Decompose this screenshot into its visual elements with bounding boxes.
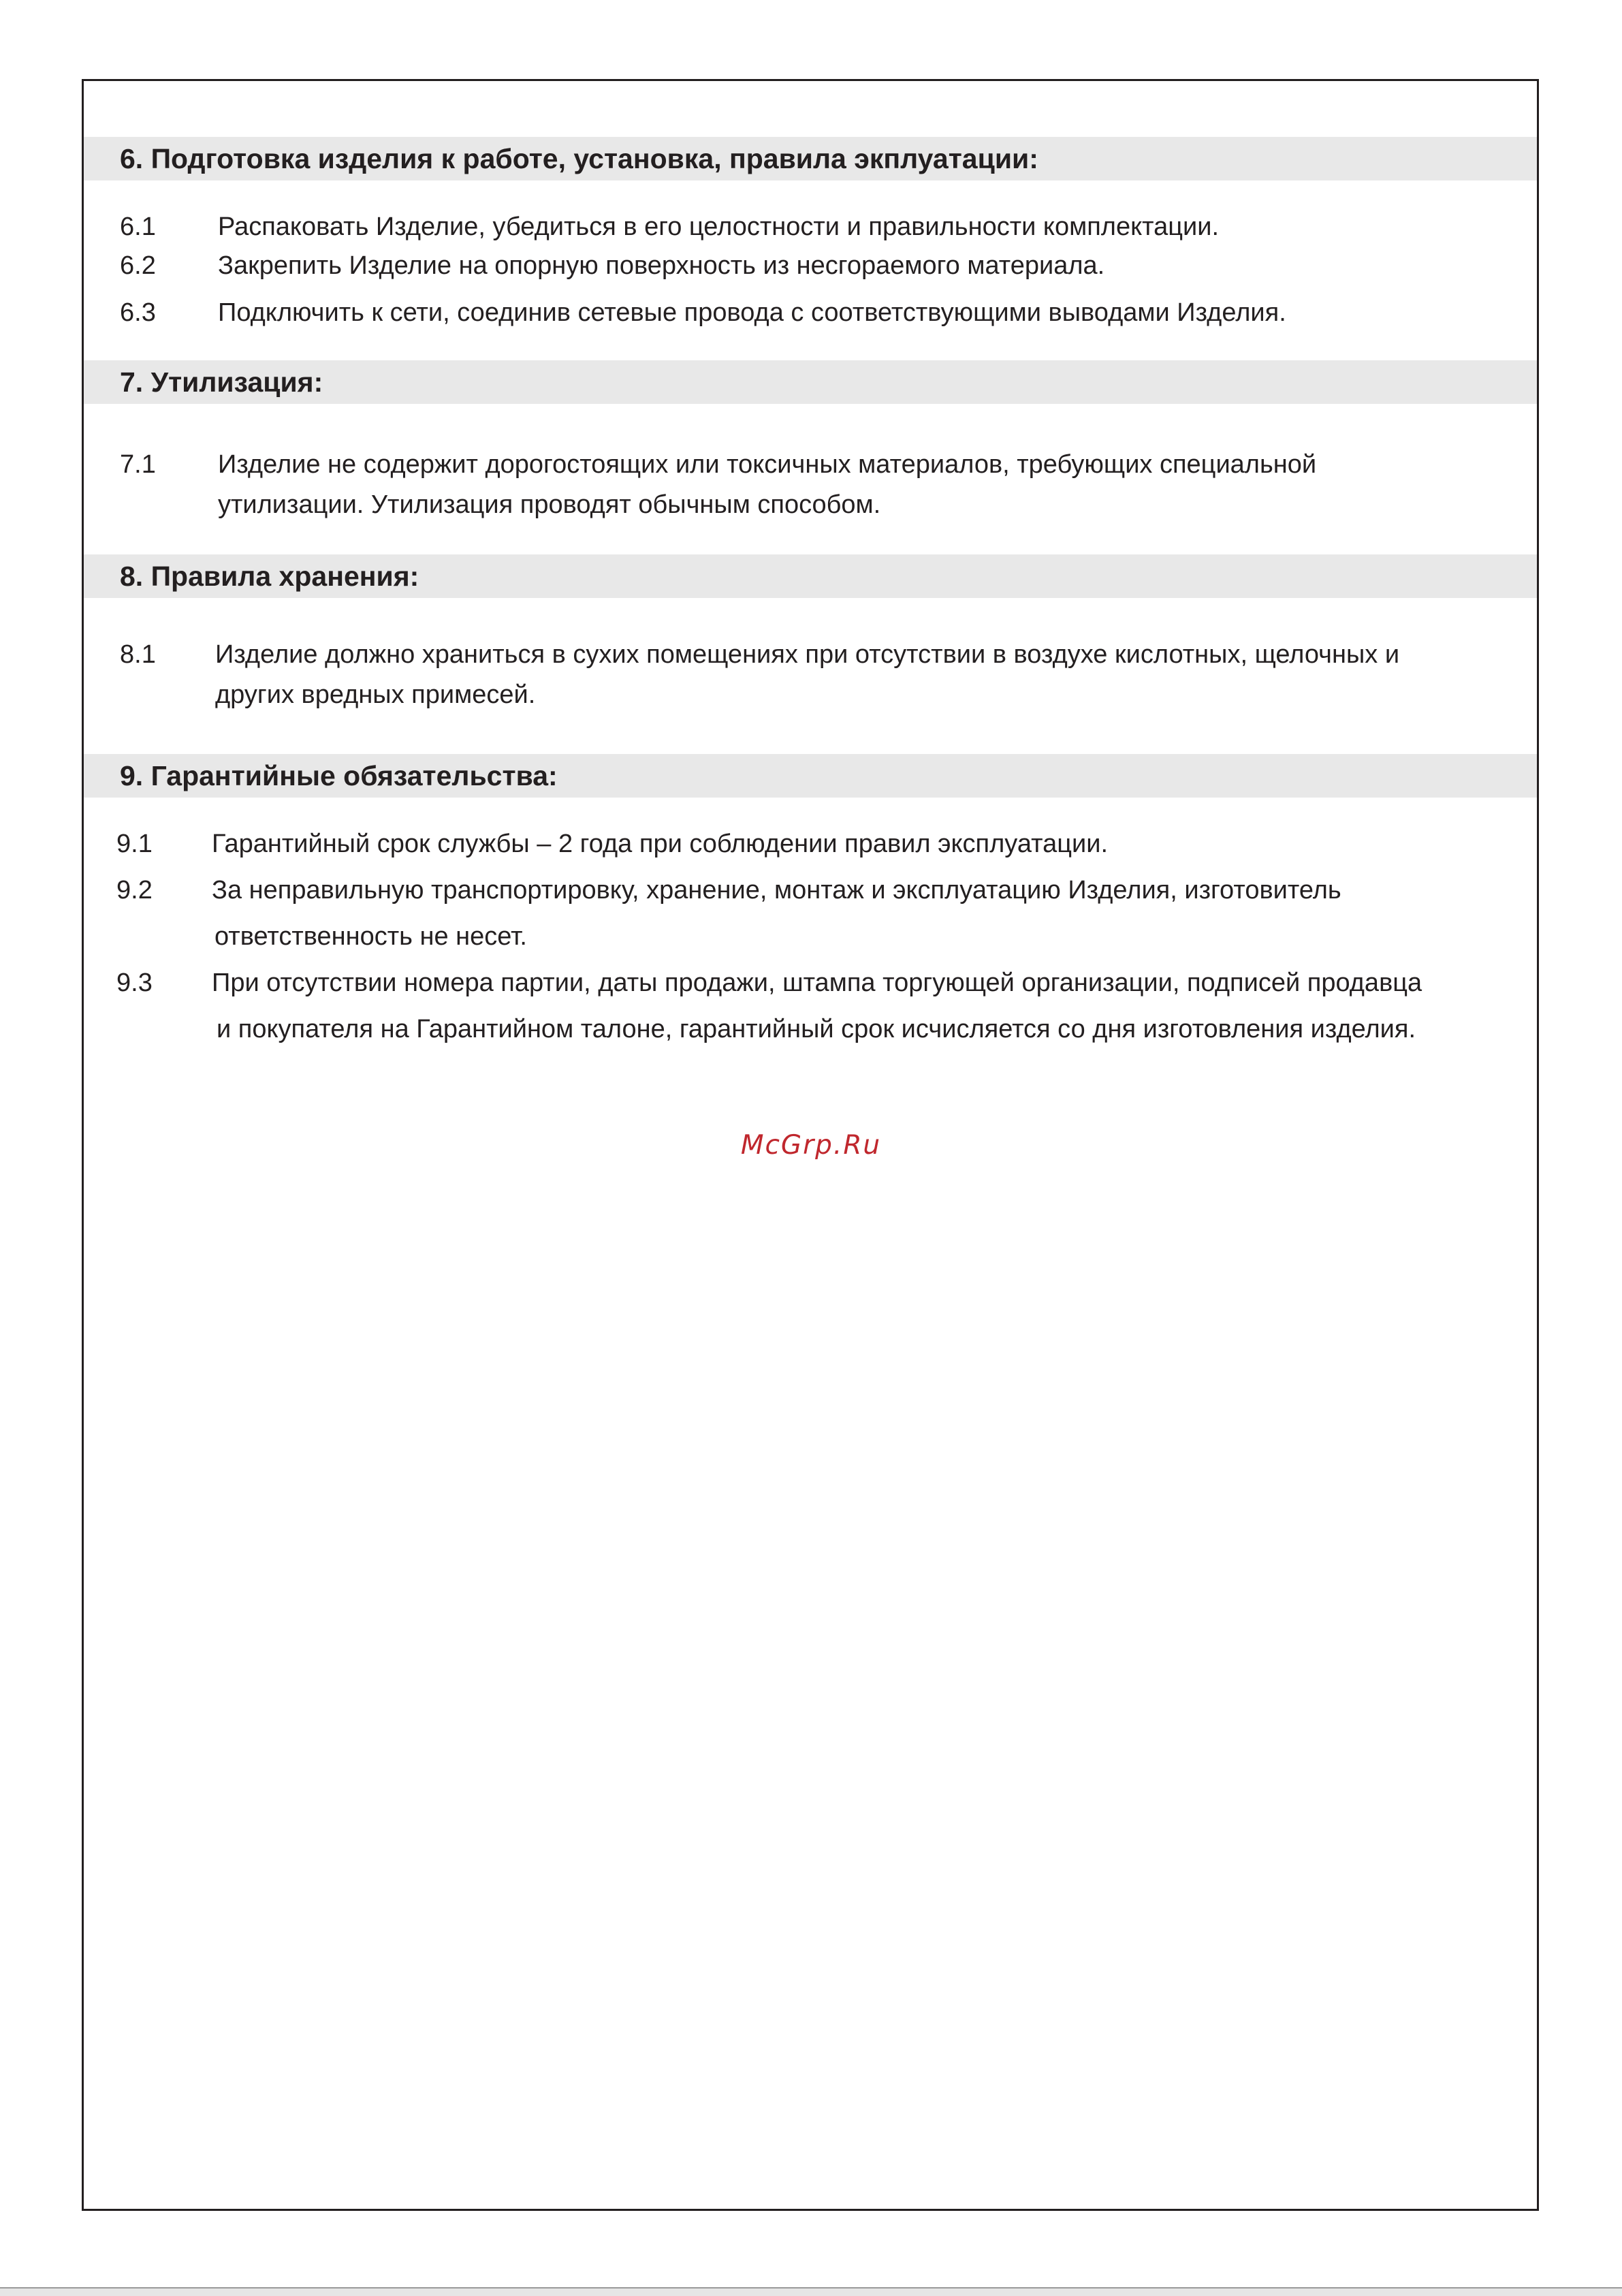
item-text-6-1: Распаковать Изделие, убедиться в его целостности и правильности комплектации. [218, 213, 1220, 241]
item-text-6-2: Закрепить Изделие на опорную поверхность из несгораемого материала. [218, 251, 1105, 280]
item-text-9-2-line-2: ответственность не несет. [214, 922, 527, 951]
item-number-9-2: 9.2 [116, 876, 153, 905]
item-text-8-1-line-1: Изделие должно храниться в сухих помещениях при отсутствии в воздухе кислотных, щелочных и [215, 640, 1400, 669]
item-number-6-1: 6.1 [120, 213, 156, 241]
item-text-8-1-line-2: других вредных примесей. [215, 680, 536, 709]
item-text-9-3-line-2: и покупателя на Гарантийном талоне, гарантийный срок исчисляется со дня изготовления изделия. [217, 1015, 1416, 1043]
item-text-9-3-line-1: При отсутствии номера партии, даты продажи, штампа торгующей организации, подписей продавца [212, 969, 1422, 997]
bottom-divider [0, 2287, 1622, 2296]
item-text-9-2-line-1: За неправильную транспортировку, хранение, монтаж и эксплуатацию Изделия, изготовитель [212, 876, 1341, 905]
item-number-9-3: 9.3 [116, 969, 153, 997]
section-title-6: 6. Подготовка изделия к работе, установка, правила экплуатации: [120, 143, 1038, 174]
section-title-9: 9. Гарантийные обязательства: [120, 760, 558, 791]
item-number-6-2: 6.2 [120, 251, 156, 280]
item-number-7-1: 7.1 [120, 450, 156, 479]
item-text-6-3: Подключить к сети, соединив сетевые провода с соответствующими выводами Изделия. [218, 298, 1286, 327]
item-number-6-3: 6.3 [120, 298, 156, 327]
section-title-7: 7. Утилизация: [120, 366, 323, 398]
item-text-7-1-line-1: Изделие не содержит дорогостоящих или токсичных материалов, требующих специальной [218, 450, 1317, 479]
item-number-8-1: 8.1 [120, 640, 156, 669]
item-number-9-1: 9.1 [116, 830, 153, 858]
watermark-text: McGrp.Ru [740, 1130, 882, 1161]
section-title-8: 8. Правила хранения: [120, 561, 419, 592]
item-text-9-1: Гарантийный срок службы – 2 года при соблюдении правил эксплуатации. [212, 830, 1109, 858]
item-text-7-1-line-2: утилизации. Утилизация проводят обычным способом. [218, 490, 881, 519]
